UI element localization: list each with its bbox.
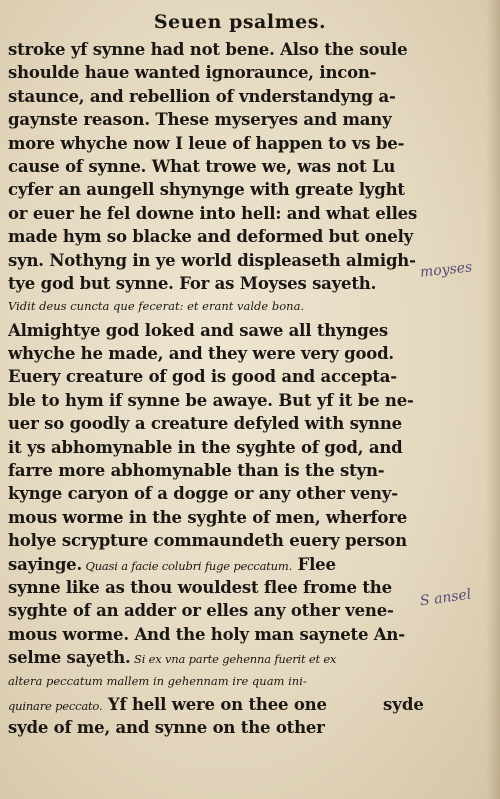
text-line: mous worme in the syghte of men, wherfore [8, 507, 408, 527]
page-edge-shadow [486, 0, 500, 799]
text-line: Euery creature of god is good and accepta- [8, 367, 397, 387]
text-line: Vidit deus cuncta que fecerat: et erant valde bona. [8, 299, 305, 314]
catchword: syde [383, 695, 424, 714]
text-line: altera peccatum mallem in gehennam ire quam ini- [8, 673, 307, 688]
text-line [8, 693, 418, 716]
text-line: it ys abhomynable in the syghte of god, and [8, 437, 403, 457]
text-line: mous worme. And the holy man saynete An- [8, 624, 405, 644]
text-line: synne like as thou wouldest flee frome the [8, 577, 392, 597]
text-line: stroke yf synne had not bene. Also the soule [8, 40, 408, 59]
body-text [8, 38, 418, 740]
line-latin: quinare peccato. [8, 698, 103, 713]
text-line: gaynste reason. These myseryes and many [8, 110, 392, 130]
text-line: cyfer an aungell shynynge with greate lyght [8, 180, 405, 200]
running-head: Seuen psalmes. [153, 11, 327, 33]
marginal-note-anselm: S ansel [419, 586, 473, 610]
text-line: syn. Nothyng in ye world displeaseth almigh- [8, 250, 416, 270]
text-line [8, 553, 418, 576]
line-latin: Si ex vna parte gehenna fuerit et ex [130, 652, 337, 667]
text-line: made hym so blacke and deformed but onely [8, 227, 414, 247]
text-line: syde of me, and synne on the other [8, 718, 325, 738]
text-line: ble to hym if synne be awaye. But yf it be ne- [8, 390, 414, 410]
text-line [8, 646, 418, 669]
text-line: syghte of an adder or elles any other vene- [8, 601, 394, 621]
text-line: cause of synne. What trowe we, was not Lu [8, 156, 396, 176]
text-line: uer so goodly a creature defyled with synne [8, 414, 402, 434]
text-line: or euer he fel downe into hell: and what elles [8, 203, 418, 223]
line-english: sayinge. [8, 554, 83, 574]
text-line: more whyche now I leue of happen to vs be- [8, 133, 405, 153]
text-line: whyche he made, and they were very good. [8, 344, 394, 364]
line-latin: Quasi a facie colubri fuge peccatum. [82, 558, 293, 573]
line-english-after: Flee [292, 554, 336, 574]
line-english-after: Yf hell were on thee one [102, 694, 327, 714]
marginal-note-moyses: moyses [419, 259, 473, 281]
text-line: farre more abhomynable than is the styn- [8, 461, 385, 481]
line-english: selme sayeth. [8, 648, 131, 668]
text-line: tye god but synne. For as Moyses sayeth. [8, 273, 377, 293]
text-line: shoulde haue wanted ignoraunce, incon- [8, 63, 377, 83]
text-line: staunce, and rebellion of vnderstandyng a- [8, 86, 396, 106]
text-line: holye scrypture commaundeth euery person [8, 531, 407, 551]
text-line: Almightye god loked and sawe all thynges [8, 320, 388, 340]
text-line: kynge caryon of a dogge or any other veny- [8, 484, 398, 504]
